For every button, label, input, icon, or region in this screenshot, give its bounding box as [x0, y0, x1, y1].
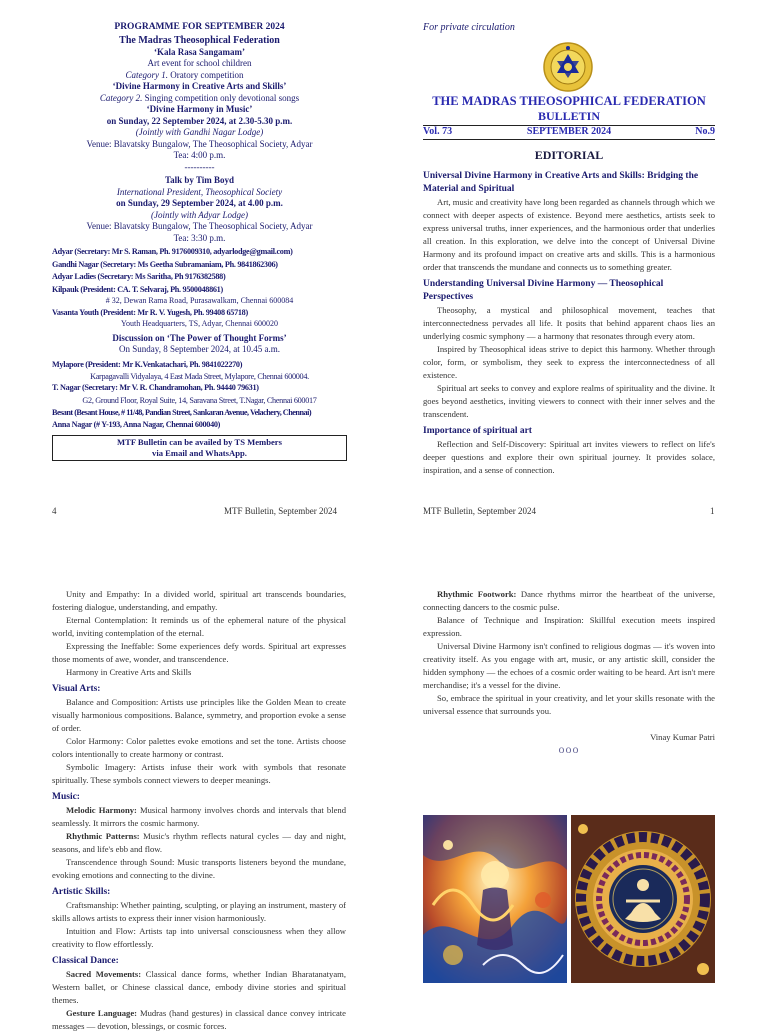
page-2-article	[52, 588, 346, 1031]
mylapore-address: Karpagavalli Vidyalaya, 4 East Mada Street, Mylapore, Chennai 600004.	[90, 372, 309, 381]
category-1: Category 1. Oratory competition	[125, 69, 244, 80]
visual-arts-heading: Visual Arts:	[52, 684, 101, 694]
volume: Vol. 73	[423, 126, 453, 137]
mu-para-3: Transcendence through Sound: Music transports listeners beyond the mundane, evoking emotions and connecting to the divine.	[52, 857, 346, 880]
cd-para-1: Sacred Movements: Classical dance forms, whether Indian Bharatanatyam, Western ballet, or Chinese classical dance, embody divine stories and spiritual themes.	[52, 969, 346, 1005]
discussion-date: On Sunday, 8 September 2024, at 10.45 a.m.	[119, 344, 280, 354]
editorial-body	[423, 170, 715, 477]
mu-para-1: Melodic Harmony: Musical harmony involves chords and intervals that blend seamlessly. It mirrors the cosmic harmony.	[52, 805, 346, 828]
va-para-2: Color Harmony: Color palettes evoke emotions and set the tone. Artists choose colors intentionally to create harmony or contrast.	[52, 736, 346, 759]
udh-para: Universal Divine Harmony isn't confined to religious dogmas — it's woven into creativity itself. As you engage with art, music, or any artistic skill, consider the hidden symphony — the echoes of a cosmic order waiting to be heard. Art isn't mere merchandise; it's a vessel for the divine.	[423, 641, 715, 690]
page-1-cover	[423, 22, 715, 502]
event-date-1: on Sunday, 22 September 2024, at 2.30-5.30 p.m.	[106, 115, 293, 126]
lodge-adyar: Adyar (Secretary: Mr S. Raman, Ph. 9176009310, adyarlodge@gmail.com)	[52, 247, 293, 256]
editorial-para-2: Theosophy, a mystical and philosophical movement, teaches that interconnectedness pervades all life. It posits that behind apparent chaos lies an underlying cosmic symphony — a harmony that resonates through every atom.	[423, 305, 715, 341]
va-para-3: Symbolic Imagery: Artists infuse their work with symbols that resonate spiritually. These symbols connect viewers to deeper meanings.	[52, 762, 346, 785]
private-circulation: For private circulation	[423, 22, 515, 33]
bulletin-notice-box	[52, 435, 347, 461]
p2-para-1: Unity and Empathy: In a divided world, spiritual art transcends boundaries, fostering dialogue, understanding, and empathy.	[52, 589, 346, 612]
lodge-gandhi-nagar: Gandhi Nagar (Secretary: Ms Geetha Subramaniam, Ph. 9841862306)	[52, 259, 278, 269]
zodiac-meditation-image	[571, 815, 715, 983]
classical-dance-heading: Classical Dance:	[52, 956, 119, 966]
page-4-footer: MTF Bulletin, September 2024	[224, 506, 337, 516]
lodge-besant: Besant (Besant House, # 11/48, Pandian Street, Sankaran Avenue, Velachery, Chennai)	[52, 407, 312, 417]
issue-number: No.9	[695, 126, 715, 137]
category-2-title: ‘Divine Harmony in Music’	[146, 104, 253, 114]
event-date-2: on Sunday, 29 September 2024, at 4.00 p.m.	[116, 198, 283, 208]
org-name: The Madras Theosophical Federation	[119, 34, 280, 46]
p2-para-3: Expressing the Ineffable: Some experiences defy words. Spiritual art expresses those moments of awe, wonder, and transcendence.	[52, 641, 346, 664]
programme-title: PROGRAMME FOR SEPTEMBER 2024	[114, 22, 285, 32]
category-1-title: ‘Divine Harmony in Creative Arts and Skills’	[112, 81, 287, 91]
harmony-painting-image	[423, 815, 567, 983]
lodge-t-nagar: T. Nagar (Secretary: Mr V. R. Chandramohan, Ph. 94440 79631)	[52, 383, 259, 392]
balance-para: Balance of Technique and Inspiration: Skillful execution meets inspired expression.	[423, 615, 715, 638]
editorial-para-4: Spiritual art seeks to convey and explore realms of spirituality and the divine. It goes beyond aesthetics, inviting viewers to connect with their inner selves and the transcendent.	[423, 383, 715, 419]
joint-1: (Jointly with Gandhi Nagar Lodge)	[135, 127, 264, 137]
artistic-skills-heading: Artistic Skills:	[52, 887, 111, 897]
va-para-1: Balance and Composition: Artists use principles like the Golden Mean to create visually harmonious compositions. Balance, symmetry, and proportion evoke a sense of order.	[52, 697, 346, 733]
editorial-para-5: Reflection and Self-Discovery: Spiritual art invites viewers to reflect on life's deeper questions and explore their own spiritual journey. It provides solace, inspiration, and a sense of connection.	[423, 439, 715, 475]
joint-2: (Jointly with Adyar Lodge)	[150, 209, 249, 220]
lodge-adyar-ladies: Adyar Ladies (Secretary: Ms Saritha, Ph 9176382588)	[52, 272, 226, 281]
bulletin-title: THE MADRAS THEOSOPHICAL FEDERATION	[432, 94, 706, 108]
kilpauk-address: # 32, Dewan Rama Road, Purasawalkam, Chennai 600084	[105, 296, 294, 305]
notice-line-2: via Email and WhatsApp.	[152, 448, 247, 458]
as-para-1: Craftsmanship: Whether painting, sculpting, or playing an instrument, mastery of skills allows artists to express their inner vision harmoniously.	[52, 900, 346, 923]
tea-1: Tea: 4:00 p.m.	[173, 150, 226, 160]
music-heading: Music:	[52, 792, 80, 802]
venue-2: Venue: Blavatsky Bungalow, The Theosophical Society, Adyar	[86, 221, 313, 231]
separator: ----------	[184, 161, 215, 172]
venue-1: Venue: Blavatsky Bungalow, The Theosophical Society, Adyar	[86, 138, 313, 149]
ornament: ooo	[558, 742, 580, 756]
embrace-para: So, embrace the spiritual in your creativity, and let your skills resonate with the universal essence that surrounds you.	[423, 693, 715, 716]
lodge-kilpauk: Kilpauk (President: CA. T. Selvaraj, Ph. 9500048861)	[52, 284, 223, 294]
lodge-vasanta: Vasanta Youth (President: Mr R. V. Yugesh, Ph. 99408 65718)	[52, 307, 248, 317]
editorial-para-1: Art, music and creativity have long been regarded as channels through which we connect with deeper aspects of existence. Beyond mere aesthetics, artists seek to express universal truths, inner experiences, and the harmonious order that underlies all creation. In this exploration, we delve into the concept of Universal Divine Harmony and its profound impact on creative arts and skills. This is a harmonious order that transcends the mundane and connects us to something greater.	[423, 197, 715, 272]
page-4-programme	[52, 22, 347, 520]
p2-para-2: Eternal Contemplation: It reminds us of the ephemeral nature of the physical world, inviting contemplation of the eternal.	[52, 615, 346, 638]
tea-2: Tea: 3:30 p.m.	[173, 232, 226, 243]
vasanta-address: Youth Headquarters, TS, Adyar, Chennai 600020	[121, 319, 278, 328]
bulletin-subtitle: BULLETIN	[537, 109, 601, 123]
page-1-footer: MTF Bulletin, September 2024	[423, 506, 536, 516]
as-para-2: Intuition and Flow: Artists tap into universal consciousness when they allow creativity to flow effortlessly.	[52, 926, 346, 949]
lodge-mylapore: Mylapore (President: Mr K.Venkatachari, Ph. 9841022270)	[52, 359, 243, 369]
editorial-h2: Understanding Universal Divine Harmony — Theosophical Perspectives	[423, 279, 664, 302]
notice-line-1: MTF Bulletin can be availed by TS Members	[117, 437, 282, 447]
lodge-anna-nagar: Anna Nagar (# Y-193, Anna Nagar, Chennai 600040)	[52, 419, 221, 429]
mu-para-2: Rhythmic Patterns: Music's rhythm reflects natural cycles — day and night, seasons, and life's ebb and flow.	[52, 831, 346, 854]
talk-role: International President, Theosophical Society	[116, 186, 283, 197]
cd-para-2: Gesture Language: Mudras (hand gestures) in classical dance convey intricate messages — devotion, blessings, or cosmic forces.	[52, 1008, 346, 1031]
issue-month: SEPTEMBER 2024	[526, 126, 612, 137]
federation-seal-icon	[543, 42, 593, 92]
page-4-number: 4	[52, 506, 57, 516]
page-3-article	[423, 588, 715, 1024]
rf-para: Rhythmic Footwork: Dance rhythms mirror the heartbeat of the universe, connecting dancers to the cosmic pulse.	[423, 589, 715, 612]
editorial-heading: EDITORIAL	[534, 148, 604, 162]
editorial-h1: Universal Divine Harmony in Creative Arts and Skills: Bridging the Material and Spiritual	[423, 171, 699, 194]
talk-title: Talk by Tim Boyd	[164, 175, 235, 185]
editorial-h3: Importance of spiritual art	[423, 426, 532, 436]
category-2: Category 2. Singing competition only devotional songs	[99, 92, 300, 103]
discussion-title: Discussion on ‘The Power of Thought Forms’	[112, 332, 287, 343]
author: Vinay Kumar Patri	[650, 732, 715, 742]
p2-para-4: Harmony in Creative Arts and Skills	[66, 667, 192, 677]
editorial-para-3: Inspired by Theosophical ideas strive to depict this harmony. Whether through color, form, or symbolism, they seek to express the interconnectedness of all existence.	[423, 344, 715, 380]
event-name: ‘Kala Rasa Sangamam’	[153, 46, 245, 57]
page-1-number: 1	[710, 506, 715, 516]
event-subtitle: Art event for school children	[147, 58, 252, 68]
t-nagar-address: G2, Ground Floor, Royal Suite, 14, Saravana Street, T.Nagar, Chennai 600017	[82, 395, 317, 405]
